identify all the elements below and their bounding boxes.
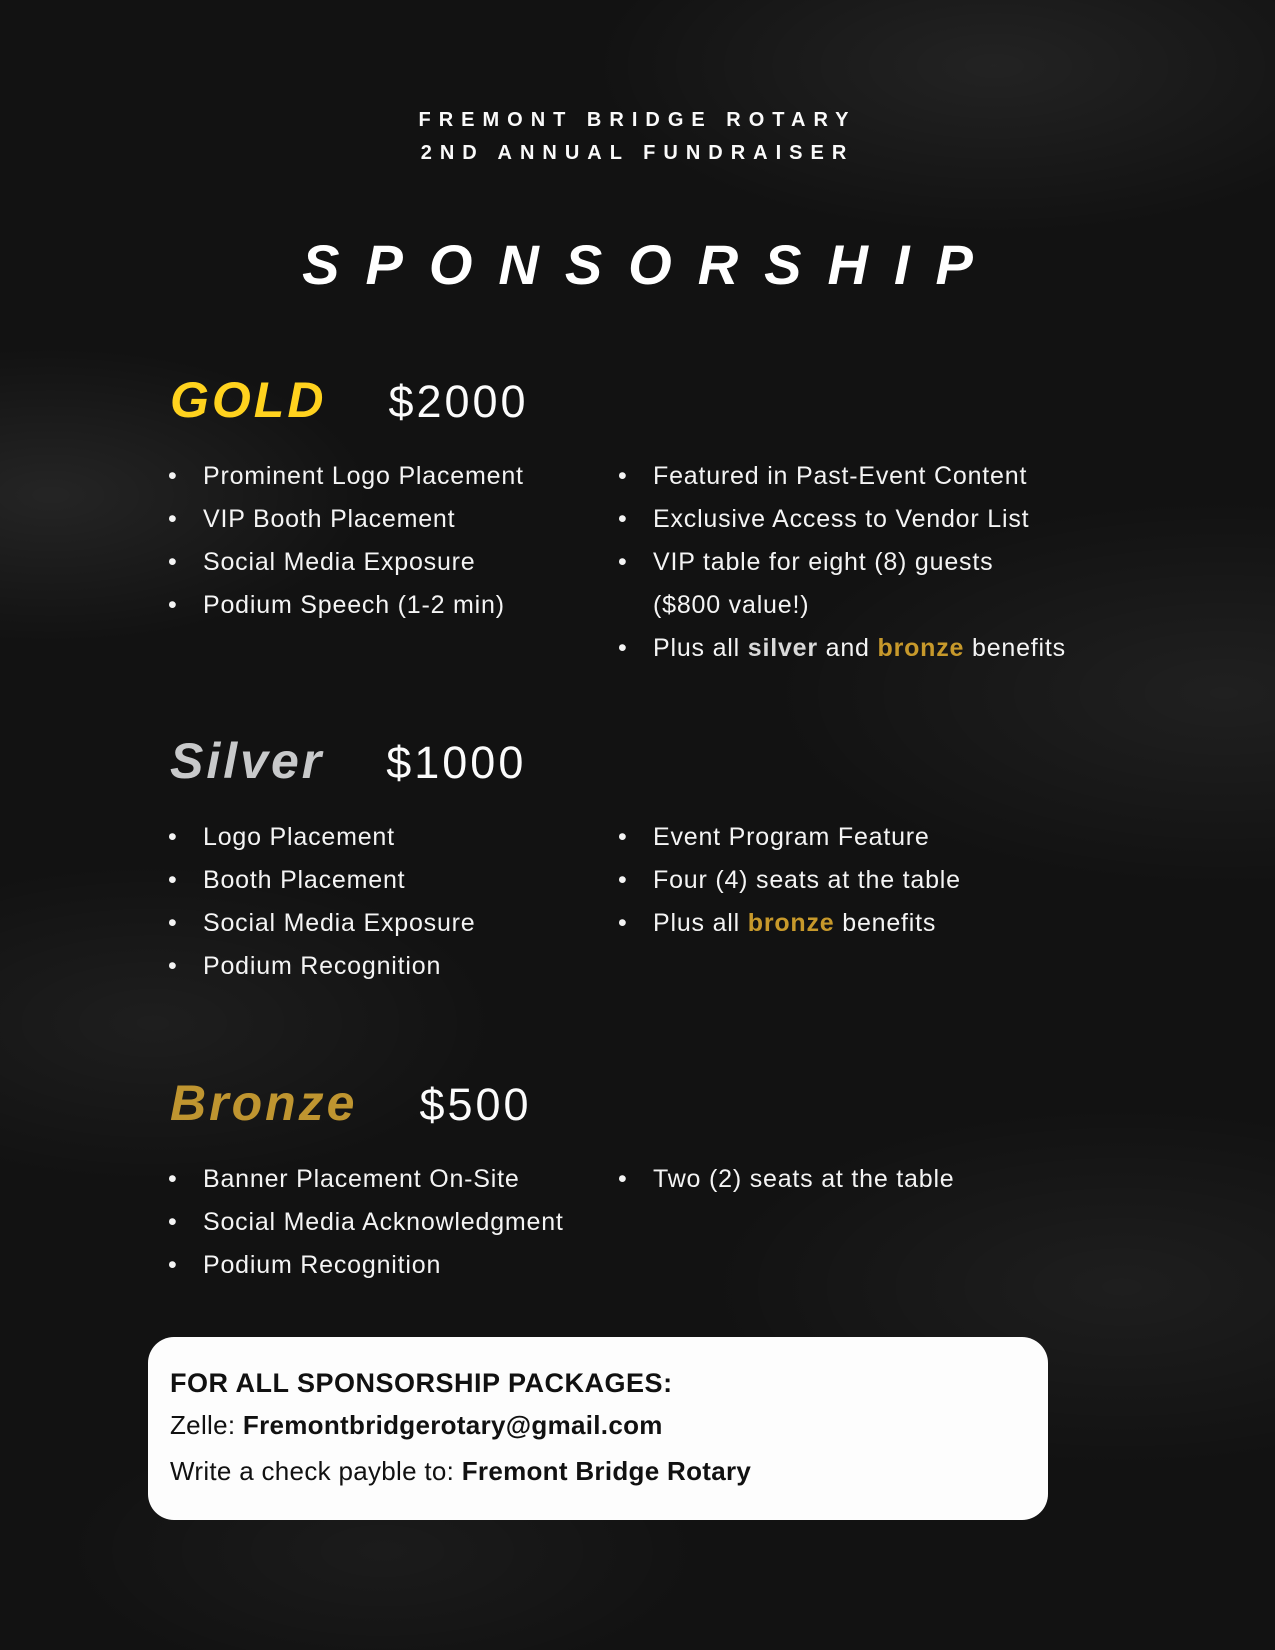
list-item: [165, 945, 615, 988]
bronze-word: bronze: [747, 909, 835, 937]
tier-silver-benefits-right: [615, 816, 1275, 988]
list-item: [615, 541, 1275, 627]
bullet-dot: •: [168, 505, 178, 533]
zelle-label: Zelle:: [170, 1410, 243, 1440]
tier-gold-name: GOLD: [170, 372, 327, 428]
vip-table-line2: ($800 value!): [653, 591, 810, 619]
benefit-text: Exclusive Access to Vendor List: [653, 505, 1030, 533]
benefit-text: Podium Speech (1-2 min): [203, 591, 505, 619]
tier-silver-benefits: [165, 816, 1275, 988]
list-item: [165, 816, 615, 859]
tier-gold-benefits: [165, 455, 1275, 670]
list-item: [165, 1158, 615, 1201]
bullet-dot: •: [168, 952, 178, 980]
benefit-text: VIP Booth Placement: [203, 505, 456, 533]
benefit-text: Two (2) seats at the table: [653, 1165, 955, 1193]
bullet-dot: •: [168, 1208, 178, 1236]
tier-silver-benefits-left: [165, 816, 615, 988]
list-item: [165, 859, 615, 902]
bullet-dot: •: [168, 1165, 178, 1193]
zelle-line: [170, 1402, 1028, 1448]
plus-middle: and: [817, 634, 878, 662]
benefit-text: [653, 627, 1066, 670]
tier-bronze-header: [170, 1074, 1275, 1132]
bullet-dot: •: [618, 462, 628, 490]
tier-silver-price: $1000: [386, 737, 527, 788]
benefit-text: Event Program Feature: [653, 823, 930, 851]
tier-bronze: [165, 1074, 1275, 1287]
plus-prefix: Plus all: [653, 634, 748, 662]
event-eyebrow: [0, 0, 1275, 170]
event-name: FREMONT BRIDGE ROTARY: [418, 109, 857, 131]
plus-suffix: benefits: [964, 634, 1066, 662]
benefit-text: Featured in Past-Event Content: [653, 462, 1028, 490]
check-label: Write a check payble to:: [170, 1456, 462, 1486]
vip-table-line1: VIP table for eight (8) guests: [653, 548, 994, 576]
benefit-text: Podium Recognition: [203, 1251, 442, 1279]
bullet-dot: •: [168, 823, 178, 851]
list-item: [615, 455, 1275, 498]
list-item: [615, 627, 1275, 670]
bullet-dot: •: [618, 548, 628, 576]
list-item: [615, 1158, 1275, 1201]
payment-heading: FOR ALL SPONSORSHIP PACKAGES:: [170, 1368, 673, 1398]
list-item: [165, 455, 615, 498]
list-item: [165, 902, 615, 945]
list-item: [165, 498, 615, 541]
list-item: [165, 1244, 615, 1287]
page-title: SPONSORSHIP: [302, 233, 999, 296]
benefit-text: [653, 541, 993, 627]
benefit-text: Social Media Exposure: [203, 909, 476, 937]
tier-bronze-benefits: [165, 1158, 1275, 1287]
benefit-text: Logo Placement: [203, 823, 395, 851]
check-line: [170, 1448, 1028, 1494]
plus-suffix: benefits: [834, 909, 937, 937]
tier-gold-benefits-right: [615, 455, 1275, 670]
silver-word: silver: [747, 634, 818, 662]
bullet-dot: •: [618, 909, 628, 937]
list-item: [165, 1201, 615, 1244]
bullet-dot: •: [618, 866, 628, 894]
tier-silver-header: [170, 732, 1275, 790]
list-item: [615, 816, 1275, 859]
bullet-dot: •: [168, 909, 178, 937]
list-item: [615, 902, 1275, 945]
tier-bronze-price: $500: [419, 1079, 532, 1130]
benefit-text: Podium Recognition: [203, 952, 442, 980]
tier-gold-benefits-left: [165, 455, 615, 670]
payment-info-box: [148, 1337, 1048, 1520]
bullet-dot: •: [168, 462, 178, 490]
bullet-dot: •: [168, 591, 178, 619]
plus-prefix: Plus all: [653, 909, 748, 937]
bronze-word: bronze: [877, 634, 965, 662]
tier-gold-header: [170, 371, 1275, 429]
benefit-text: Social Media Exposure: [203, 548, 476, 576]
tier-gold: [165, 371, 1275, 670]
list-item: [165, 584, 615, 627]
bullet-dot: •: [168, 866, 178, 894]
benefit-text: Social Media Acknowledgment: [203, 1208, 564, 1236]
benefit-text: Booth Placement: [203, 866, 406, 894]
bullet-dot: •: [168, 548, 178, 576]
check-payee: Fremont Bridge Rotary: [461, 1456, 752, 1486]
bullet-dot: •: [618, 823, 628, 851]
benefit-text: Prominent Logo Placement: [203, 462, 524, 490]
list-item: [615, 498, 1275, 541]
benefit-text: Banner Placement On-Site: [203, 1165, 520, 1193]
tier-bronze-benefits-left: [165, 1158, 615, 1287]
tier-silver: [165, 732, 1275, 988]
tier-gold-price: $2000: [388, 376, 529, 427]
tier-bronze-name: Bronze: [170, 1075, 358, 1131]
event-subtitle: 2ND ANNUAL FUNDRAISER: [420, 142, 855, 164]
bullet-dot: •: [618, 1165, 628, 1193]
bullet-dot: •: [618, 634, 628, 662]
benefit-text: Four (4) seats at the table: [653, 866, 961, 894]
list-item: [165, 541, 615, 584]
tier-silver-name: Silver: [170, 733, 325, 789]
tier-bronze-benefits-right: [615, 1158, 1275, 1287]
bullet-dot: •: [618, 505, 628, 533]
zelle-email: Fremontbridgerotary@gmail.com: [242, 1410, 663, 1440]
bullet-dot: •: [168, 1251, 178, 1279]
benefit-text: [653, 902, 936, 945]
list-item: [615, 859, 1275, 902]
